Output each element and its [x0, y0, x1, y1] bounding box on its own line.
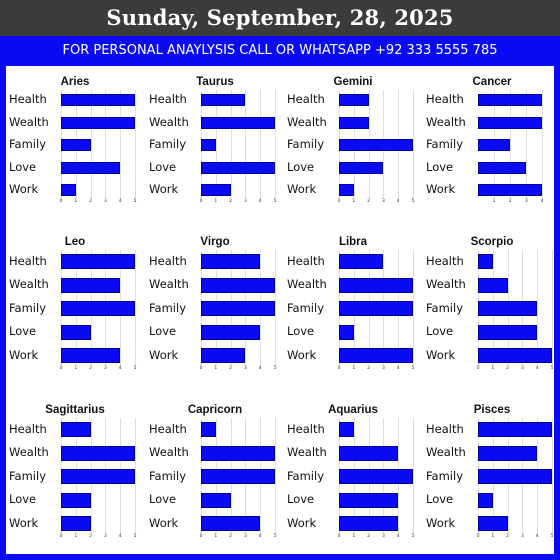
- bar-work: [61, 348, 120, 363]
- chart-panel-scorpio: [425, 236, 559, 396]
- category-label: Love: [426, 324, 454, 338]
- bar-family: [61, 139, 91, 151]
- category-label: Love: [9, 159, 37, 174]
- category-label: Work: [9, 347, 39, 362]
- x-tick-label: 3: [381, 534, 385, 539]
- grid-line: [542, 90, 543, 198]
- bar-family: [478, 139, 510, 151]
- grid-line: [413, 250, 414, 365]
- chart-title: Capricorn: [187, 404, 243, 416]
- bar-wealth: [478, 117, 542, 129]
- bar-work: [201, 516, 260, 531]
- bar-family: [478, 301, 537, 316]
- grid-line: [105, 90, 106, 198]
- category-label: Wealth: [149, 114, 189, 129]
- bar-love: [339, 325, 354, 340]
- x-tick-label: 3: [243, 534, 247, 539]
- category-label: Health: [426, 421, 464, 436]
- x-tick-label: 4: [396, 534, 400, 539]
- grid-line: [120, 90, 121, 198]
- bar-wealth: [201, 446, 275, 461]
- grid-line: [275, 90, 276, 198]
- chart-title: Aquarius: [328, 404, 378, 416]
- contact-banner: FOR PERSONAL ANAYLYSIS CALL OR WHATSAPP +92 333 5555 785: [0, 36, 560, 66]
- x-tick-label: 1: [492, 199, 496, 204]
- category-label: Work: [287, 515, 317, 530]
- grid-line: [275, 418, 276, 533]
- category-label: Family: [9, 300, 47, 315]
- category-label: Work: [426, 182, 456, 196]
- chart-title: Taurus: [196, 76, 234, 88]
- x-tick-label: 4: [540, 199, 544, 204]
- grid-line: [413, 418, 414, 533]
- category-label: Love: [426, 159, 454, 174]
- x-tick-label: 0: [337, 199, 341, 204]
- category-label: Work: [426, 515, 456, 530]
- bar-wealth: [61, 278, 120, 293]
- x-tick-label: 5: [411, 199, 415, 204]
- bar-health: [61, 254, 135, 269]
- category-label: Health: [426, 253, 464, 268]
- chart-panel-aries: [8, 76, 142, 226]
- category-label: Family: [149, 300, 187, 315]
- category-label: Wealth: [149, 445, 189, 459]
- bar-work: [61, 516, 91, 531]
- x-tick-label: 0: [199, 534, 203, 539]
- bar-love: [61, 493, 91, 508]
- x-tick-label: 2: [508, 199, 512, 204]
- category-label: Health: [149, 421, 187, 436]
- x-tick-label: 1: [214, 366, 218, 371]
- grid-line: [552, 250, 553, 365]
- bar-family: [201, 139, 216, 151]
- category-label: Health: [9, 421, 47, 436]
- x-tick-label: 5: [273, 199, 277, 204]
- category-label: Family: [9, 468, 47, 483]
- chart-panel-pisces: [425, 404, 559, 554]
- chart-title: Cancer: [472, 76, 512, 88]
- category-label: Health: [149, 92, 187, 106]
- category-label: Love: [426, 492, 454, 506]
- bar-love: [339, 162, 383, 174]
- x-tick-label: 3: [520, 366, 524, 371]
- bar-health: [339, 422, 354, 437]
- chart-panel-sagittarius: [8, 404, 142, 554]
- x-tick-label: 3: [520, 534, 524, 539]
- bar-love: [478, 162, 526, 174]
- x-tick-label: 4: [258, 534, 262, 539]
- bar-health: [61, 94, 135, 106]
- x-tick-label: 2: [229, 534, 233, 539]
- x-tick-label: 5: [411, 366, 415, 371]
- bar-wealth: [201, 278, 275, 293]
- x-tick-label: 4: [535, 534, 539, 539]
- category-label: Love: [287, 492, 315, 506]
- grid-line: [135, 90, 136, 198]
- bar-wealth: [478, 446, 537, 461]
- x-tick-label: 1: [491, 534, 495, 539]
- category-label: Health: [287, 253, 325, 268]
- x-tick-label: 5: [133, 366, 137, 371]
- bar-work: [61, 184, 76, 196]
- category-label: Family: [9, 137, 47, 151]
- bar-work: [201, 184, 231, 196]
- bar-wealth: [339, 446, 398, 461]
- x-tick-label: 3: [381, 366, 385, 371]
- grid-line: [275, 250, 276, 365]
- category-label: Wealth: [9, 114, 49, 129]
- x-tick-label: 4: [258, 199, 262, 204]
- bar-love: [201, 493, 231, 508]
- category-label: Family: [149, 468, 187, 483]
- x-tick-label: 1: [74, 366, 78, 371]
- x-tick-label: 2: [367, 534, 371, 539]
- chart-panel-virgo: [148, 236, 282, 396]
- category-label: Wealth: [287, 445, 327, 459]
- x-tick-label: 2: [506, 366, 510, 371]
- x-tick-label: 0: [476, 534, 480, 539]
- category-label: Love: [287, 159, 315, 174]
- category-label: Health: [9, 253, 47, 268]
- x-tick-label: 0: [59, 534, 63, 539]
- bar-family: [201, 469, 275, 484]
- category-label: Health: [149, 253, 187, 268]
- bar-health: [201, 254, 260, 269]
- bar-love: [61, 325, 91, 340]
- x-tick-label: 1: [74, 534, 78, 539]
- grid-line: [552, 418, 553, 533]
- bar-health: [201, 94, 245, 106]
- x-tick-label: 1: [352, 534, 356, 539]
- bar-family: [201, 301, 275, 316]
- x-tick-label: 2: [89, 366, 93, 371]
- category-label: Work: [9, 515, 39, 530]
- x-tick-label: 5: [550, 366, 554, 371]
- x-tick-label: 5: [411, 534, 415, 539]
- chart-panel-taurus: [148, 76, 282, 226]
- x-tick-label: 1: [491, 366, 495, 371]
- x-tick-label: 3: [381, 199, 385, 204]
- grid-line: [413, 90, 414, 198]
- x-tick-label: 0: [59, 199, 63, 204]
- category-label: Love: [9, 492, 37, 506]
- x-tick-label: 5: [273, 534, 277, 539]
- bar-wealth: [61, 117, 135, 129]
- bar-work: [339, 348, 413, 363]
- category-label: Love: [149, 492, 177, 506]
- bar-love: [61, 162, 120, 174]
- category-label: Wealth: [426, 445, 466, 459]
- chart-title: Aries: [60, 76, 90, 88]
- category-label: Wealth: [9, 445, 49, 459]
- category-label: Wealth: [426, 114, 466, 129]
- bar-wealth: [339, 117, 369, 129]
- bar-wealth: [339, 278, 413, 293]
- grid-line: [135, 250, 136, 365]
- bar-health: [478, 422, 552, 437]
- bar-love: [478, 325, 537, 340]
- x-tick-label: 4: [118, 366, 122, 371]
- category-label: Work: [149, 347, 179, 362]
- chart-title: Gemini: [333, 76, 373, 88]
- x-tick-label: 3: [243, 199, 247, 204]
- chart-panel-libra: [286, 236, 420, 396]
- chart-panel-leo: [8, 236, 142, 396]
- x-tick-label: 2: [506, 534, 510, 539]
- bar-family: [339, 469, 413, 484]
- x-tick-label: 3: [103, 366, 107, 371]
- bar-wealth: [201, 117, 275, 129]
- grid-line: [231, 90, 232, 198]
- x-tick-label: 0: [337, 534, 341, 539]
- grid-line: [510, 90, 511, 198]
- category-label: Health: [287, 421, 325, 436]
- x-tick-label: 3: [243, 366, 247, 371]
- category-label: Love: [149, 324, 177, 338]
- x-tick-label: 4: [535, 366, 539, 371]
- x-tick-label: 2: [89, 199, 93, 204]
- x-tick-label: 4: [396, 199, 400, 204]
- x-tick-label: 1: [74, 199, 78, 204]
- bar-wealth: [61, 446, 135, 461]
- x-tick-label: 4: [258, 366, 262, 371]
- bar-love: [478, 493, 493, 508]
- bar-work: [478, 184, 542, 196]
- bar-health: [478, 254, 493, 269]
- bar-health: [201, 422, 216, 437]
- bar-wealth: [478, 278, 508, 293]
- grid-line: [260, 90, 261, 198]
- x-tick-label: 1: [214, 534, 218, 539]
- x-tick-label: 2: [367, 366, 371, 371]
- chart-title: Scorpio: [470, 236, 514, 248]
- bar-family: [61, 301, 135, 316]
- chart-panel-capricorn: [148, 404, 282, 554]
- chart-panel-aquarius: [286, 404, 420, 554]
- x-tick-label: 4: [118, 199, 122, 204]
- page-title: Sunday, September, 28, 2025: [0, 0, 560, 36]
- bar-love: [201, 325, 260, 340]
- bar-health: [61, 422, 91, 437]
- x-tick-label: 3: [103, 199, 107, 204]
- category-label: Work: [149, 182, 179, 196]
- category-label: Love: [149, 159, 177, 174]
- category-label: Wealth: [287, 277, 327, 291]
- bar-family: [339, 301, 413, 316]
- bar-work: [478, 348, 552, 363]
- x-tick-label: 4: [396, 366, 400, 371]
- chart-panel-gemini: [286, 76, 420, 226]
- bar-love: [339, 493, 398, 508]
- x-tick-label: 2: [229, 199, 233, 204]
- category-label: Work: [287, 347, 317, 362]
- category-label: Wealth: [9, 277, 49, 291]
- bar-love: [201, 162, 275, 174]
- chart-panel-cancer: [425, 76, 559, 226]
- category-label: Work: [287, 182, 317, 196]
- category-label: Health: [9, 92, 47, 106]
- x-tick-label: 5: [550, 534, 554, 539]
- chart-title: Libra: [338, 236, 368, 248]
- x-tick-label: 5: [133, 534, 137, 539]
- category-label: Family: [287, 137, 325, 151]
- x-tick-label: 5: [273, 366, 277, 371]
- bar-work: [339, 516, 398, 531]
- category-label: Family: [149, 137, 187, 151]
- category-label: Work: [426, 347, 456, 362]
- x-tick-label: 0: [476, 366, 480, 371]
- x-tick-label: 1: [352, 199, 356, 204]
- grid-line: [135, 418, 136, 533]
- x-tick-label: 2: [229, 366, 233, 371]
- x-tick-label: 3: [524, 199, 528, 204]
- category-label: Wealth: [149, 277, 189, 291]
- category-label: Health: [287, 92, 325, 106]
- category-label: Family: [287, 300, 325, 315]
- bar-work: [201, 348, 245, 363]
- bar-family: [339, 139, 413, 151]
- bar-work: [478, 516, 508, 531]
- x-tick-label: 0: [199, 199, 203, 204]
- bar-health: [339, 94, 369, 106]
- chart-title: Sagittarius: [45, 404, 105, 416]
- grid-line: [216, 90, 217, 198]
- category-label: Love: [9, 324, 37, 338]
- chart-title: Virgo: [200, 236, 230, 248]
- category-label: Health: [426, 92, 464, 106]
- category-label: Family: [287, 468, 325, 483]
- chart-title: Leo: [64, 236, 86, 248]
- category-label: Love: [287, 324, 315, 338]
- x-tick-label: 4: [118, 534, 122, 539]
- x-tick-label: 0: [59, 366, 63, 371]
- x-tick-label: 1: [214, 199, 218, 204]
- category-label: Work: [9, 182, 39, 196]
- x-tick-label: 0: [337, 366, 341, 371]
- x-tick-label: 1: [352, 366, 356, 371]
- category-label: Family: [426, 468, 464, 483]
- x-tick-label: 5: [133, 199, 137, 204]
- category-label: Wealth: [287, 114, 327, 129]
- x-tick-label: 3: [103, 534, 107, 539]
- grid-line: [526, 90, 527, 198]
- category-label: Family: [426, 300, 464, 315]
- grid-line: [245, 90, 246, 198]
- category-label: Work: [149, 515, 179, 530]
- bar-health: [478, 94, 542, 106]
- x-tick-label: 0: [199, 366, 203, 371]
- category-label: Family: [426, 137, 464, 151]
- chart-title: Pisces: [473, 404, 511, 416]
- grid-line: [91, 90, 92, 198]
- bar-family: [61, 469, 135, 484]
- bar-health: [339, 254, 383, 269]
- bar-work: [339, 184, 354, 196]
- bar-family: [478, 469, 552, 484]
- category-label: Wealth: [426, 277, 466, 291]
- x-tick-label: 2: [367, 199, 371, 204]
- x-tick-label: 2: [89, 534, 93, 539]
